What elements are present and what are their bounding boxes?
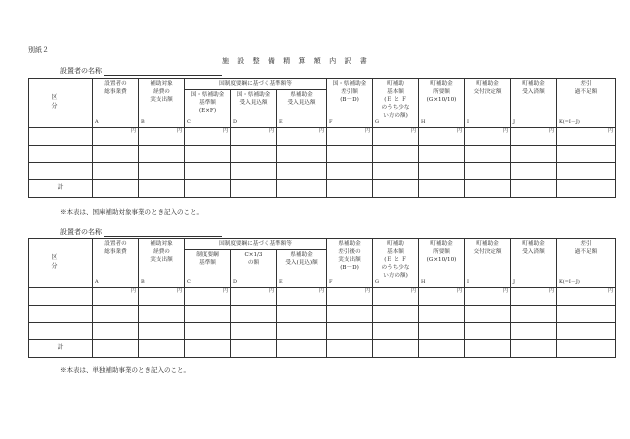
column-letter: J [513,278,516,285]
amount-cell[interactable] [419,288,465,306]
amount-cell[interactable] [93,306,139,323]
unit-label: 円 [502,288,508,294]
column-header-line: 国・県補助金 [236,92,271,98]
amount-cell[interactable] [139,323,185,340]
column-header-line: 町補助 [387,241,404,247]
column-header-line: 経費の [153,89,170,96]
amount-cell[interactable] [139,163,185,180]
amount-cell[interactable] [231,146,277,163]
unit-label: 円 [502,128,508,134]
unit-label: 円 [410,128,416,134]
row-label-cell[interactable] [29,128,93,146]
row-label-cell[interactable] [29,163,93,180]
column-letter: G [375,118,379,125]
column-header-line: 交付決定額 [473,249,502,256]
unit-label: 円 [222,128,228,134]
column-letter: B [141,278,145,285]
amount-cell[interactable] [465,128,511,146]
amount-cell[interactable] [465,323,511,340]
table-row [29,163,616,180]
column-header-d [231,250,277,288]
amount-cell[interactable] [511,323,557,340]
total-row [29,180,616,198]
amount-cell[interactable] [93,323,139,340]
amount-cell[interactable] [231,288,277,306]
column-header-line: (B－D) [340,265,359,272]
kubun-header: 区 分 [29,239,93,288]
annex-label: 別紙２ [28,46,49,54]
column-header-line: 基準額 [199,260,216,267]
amount-cell[interactable] [277,340,327,358]
column-header-line: 補助対象 [150,81,173,87]
amount-cell[interactable] [277,306,327,323]
amount-cell[interactable] [373,128,419,146]
settlement-table-independent [28,238,616,358]
column-header-line: 基準額 [199,100,216,107]
amount-cell[interactable] [231,306,277,323]
total-row [29,340,616,358]
column-header-line: 国・県補助金 [190,92,225,98]
amount-cell[interactable] [93,146,139,163]
column-header-line: 補助対象 [150,241,173,247]
installer-name-label: 設置者の名称 [60,67,102,75]
column-header-line: 町補助金 [522,81,545,87]
column-letter: I [467,118,469,125]
amount-cell[interactable] [557,146,616,163]
group-header: 国制度要綱に基づく基準額等 [185,79,327,90]
column-header-line: 差引後の [338,249,361,256]
amount-cell[interactable] [327,146,373,163]
column-header-line: の額 [247,260,260,267]
column-header-line: 受入済額 [522,249,545,256]
column-header-i [465,79,511,128]
column-header-k [557,239,616,288]
amount-cell[interactable] [277,163,327,180]
column-header-line: 基本額 [387,89,404,96]
column-header-line: 実支出額 [150,97,173,104]
group-header: 国制度要綱に基づく基準額等 [185,239,327,250]
unit-label: 円 [318,288,324,294]
amount-cell[interactable] [327,288,373,306]
amount-cell[interactable] [511,163,557,180]
amount-cell[interactable] [139,146,185,163]
column-header-line: 県補助金 [338,241,361,247]
amount-cell[interactable] [465,163,511,180]
column-letter: K(=I－J) [559,278,580,285]
amount-cell[interactable] [557,340,616,358]
column-header-line: 設置者の [104,241,127,247]
column-header-a [93,79,139,128]
amount-cell[interactable] [139,340,185,358]
table2-note: ※本表は、単独補助事業のとき記入のこと。 [60,366,190,374]
amount-cell[interactable] [185,288,231,306]
table1-note: ※本表は、国庫補助対象事業のとき記入のこと。 [60,208,203,216]
column-header-line: い方の額) [383,273,408,280]
amount-cell[interactable] [327,163,373,180]
amount-cell[interactable] [277,146,327,163]
table-row [29,128,616,146]
amount-cell[interactable] [139,128,185,146]
column-header-line: 差引額 [341,89,358,96]
column-header-i [465,239,511,288]
column-header-line: 所要額 [433,89,450,96]
amount-cell[interactable] [373,163,419,180]
column-header-line: 町補助金 [430,241,453,247]
amount-cell[interactable] [327,180,373,198]
column-header-e [277,90,327,128]
amount-cell[interactable] [465,146,511,163]
column-header-line: 所要額 [433,249,450,256]
column-header-line: (G×10/10) [426,257,457,264]
settlement-table-national [28,78,616,198]
column-letter: J [513,118,516,125]
column-header-line: 県補助金 [290,92,313,98]
column-header-line: 差引 [580,241,592,247]
amount-cell[interactable] [419,340,465,358]
column-header-h [419,239,465,288]
amount-cell[interactable] [277,180,327,198]
amount-cell[interactable] [327,323,373,340]
amount-cell[interactable] [277,128,327,146]
amount-cell[interactable] [185,128,231,146]
unit-label: 円 [548,288,554,294]
column-header-line: 総事業費 [104,249,127,256]
column-letter: D [233,278,238,285]
amount-cell[interactable] [419,180,465,198]
amount-cell[interactable] [557,163,616,180]
amount-cell[interactable] [419,306,465,323]
unit-label: 円 [456,288,462,294]
column-letter: I [467,278,469,285]
amount-cell[interactable] [327,306,373,323]
column-header-line: 受入見込額 [287,100,316,107]
amount-cell[interactable] [185,323,231,340]
column-header-d [231,90,277,128]
unit-label: 円 [268,288,274,294]
unit-label: 円 [607,288,613,294]
amount-cell[interactable] [373,306,419,323]
unit-label: 円 [130,288,136,294]
column-letter: C [187,118,191,125]
amount-cell[interactable] [139,180,185,198]
column-header-line: (Ｅ と Ｆ [384,97,407,104]
table-row [29,306,616,323]
column-letter: A [95,118,99,125]
column-header-line: 総事業費 [104,89,127,96]
amount-cell[interactable] [511,128,557,146]
column-header-line: (B－D) [340,97,359,104]
table-row [29,323,616,340]
column-header-c [185,90,231,128]
column-header-line: 町補助 [387,81,404,87]
column-header-line: 過不足額 [574,249,598,256]
installer-name-field[interactable] [104,67,222,76]
column-header-line: C×1/3 [244,252,263,258]
amount-cell[interactable] [465,340,511,358]
column-header-f [327,239,373,288]
unit-label: 円 [364,128,370,134]
row-label-cell[interactable] [29,323,93,340]
amount-cell[interactable] [231,163,277,180]
column-letter: D [233,118,238,125]
column-header-g [373,79,419,128]
installer-name-field[interactable] [104,228,222,237]
amount-cell[interactable] [373,146,419,163]
amount-cell[interactable] [557,323,616,340]
column-header-line: 町補助金 [522,241,545,247]
column-header-line: 受入(見込)額 [285,260,318,267]
amount-cell[interactable] [511,180,557,198]
amount-cell[interactable] [373,180,419,198]
column-letter: A [95,278,99,285]
column-letter: E [279,118,283,125]
column-header-c [185,250,231,288]
amount-cell[interactable] [465,288,511,306]
amount-cell[interactable] [185,146,231,163]
column-header-line: 町補助金 [430,81,453,87]
amount-cell[interactable] [277,323,327,340]
total-label: 計 [29,340,93,358]
unit-label: 円 [222,288,228,294]
column-header-line: 設置者の [104,81,127,87]
row-label-cell[interactable] [29,288,93,306]
amount-cell[interactable] [277,288,327,306]
amount-cell[interactable] [139,306,185,323]
column-header-a [93,239,139,288]
amount-cell[interactable] [93,340,139,358]
unit-label: 円 [318,128,324,134]
row-label-cell[interactable] [29,146,93,163]
amount-cell[interactable] [465,306,511,323]
amount-cell[interactable] [419,163,465,180]
unit-label: 円 [548,128,554,134]
amount-cell[interactable] [557,128,616,146]
amount-cell[interactable] [511,306,557,323]
column-header-line: 受入済額 [522,89,545,96]
amount-cell[interactable] [185,163,231,180]
column-header-b [139,79,185,128]
unit-label: 円 [410,288,416,294]
amount-cell[interactable] [185,180,231,198]
amount-cell[interactable] [511,340,557,358]
column-header-line: 町補助金 [476,241,499,247]
unit-label: 円 [130,128,136,134]
amount-cell[interactable] [465,180,511,198]
amount-cell[interactable] [373,340,419,358]
column-header-line: 町補助金 [476,81,499,87]
amount-cell[interactable] [231,323,277,340]
column-header-k [557,79,616,128]
unit-label: 円 [456,128,462,134]
installer-name-label: 設置者の名称 [60,228,102,236]
amount-cell[interactable] [419,146,465,163]
amount-cell[interactable] [557,180,616,198]
document-title: 施設整備精算額内訳書 [222,57,375,65]
amount-cell[interactable] [93,163,139,180]
amount-cell[interactable] [93,180,139,198]
column-header-line: のうち少な [381,105,410,112]
column-header-line: のうち少な [381,265,410,272]
column-header-line: 基本額 [387,249,404,256]
column-header-line: 実支出額 [338,257,361,264]
kubun-header: 区 分 [29,79,93,128]
total-label: 計 [29,180,93,198]
column-letter: F [329,278,333,285]
column-header-line: 過不足額 [574,89,598,96]
column-header-line: (G×10/10) [426,97,457,104]
amount-cell[interactable] [231,128,277,146]
unit-label: 円 [176,128,182,134]
column-header-f [327,79,373,128]
amount-cell[interactable] [327,128,373,146]
column-header-h [419,79,465,128]
amount-cell[interactable] [511,146,557,163]
column-header-line: (Ｅ と Ｆ [384,257,407,264]
amount-cell[interactable] [93,288,139,306]
column-header-g [373,239,419,288]
amount-cell[interactable] [373,288,419,306]
column-letter: E [279,278,283,285]
installer-name-line-2 [60,227,222,237]
column-header-e [277,250,327,288]
column-letter: H [421,278,426,285]
column-letter: F [329,118,333,125]
amount-cell[interactable] [231,180,277,198]
amount-cell[interactable] [373,323,419,340]
amount-cell[interactable] [185,306,231,323]
amount-cell[interactable] [231,340,277,358]
column-header-b [139,239,185,288]
amount-cell[interactable] [511,288,557,306]
unit-label: 円 [607,128,613,134]
unit-label: 円 [364,288,370,294]
column-header-line: 経費の [153,249,170,256]
row-label-cell[interactable] [29,306,93,323]
column-header-line: い方の額) [383,113,408,120]
unit-label: 円 [176,288,182,294]
column-header-line: 実支出額 [150,257,173,264]
column-header-line: (E×F) [198,108,217,115]
column-letter: G [375,278,379,285]
column-letter: K(=I－J) [559,118,580,125]
amount-cell[interactable] [557,288,616,306]
amount-cell[interactable] [557,306,616,323]
amount-cell[interactable] [93,128,139,146]
column-header-line: 受入見込額 [239,100,268,107]
installer-name-line-1 [60,66,222,76]
column-letter: B [141,118,145,125]
amount-cell[interactable] [139,288,185,306]
amount-cell[interactable] [327,340,373,358]
column-header-j [511,79,557,128]
column-header-line: 国・県補助金 [332,81,367,87]
amount-cell[interactable] [419,128,465,146]
column-header-line: 交付決定額 [473,89,502,96]
column-header-line: 差引 [580,81,592,87]
table-row [29,146,616,163]
column-letter: H [421,118,426,125]
unit-label: 円 [268,128,274,134]
column-header-line: 県補助金 [290,252,313,258]
amount-cell[interactable] [185,340,231,358]
amount-cell[interactable] [419,323,465,340]
column-header-j [511,239,557,288]
column-header-line: 制度要綱 [196,252,219,258]
table-row [29,288,616,306]
column-letter: C [187,278,191,285]
